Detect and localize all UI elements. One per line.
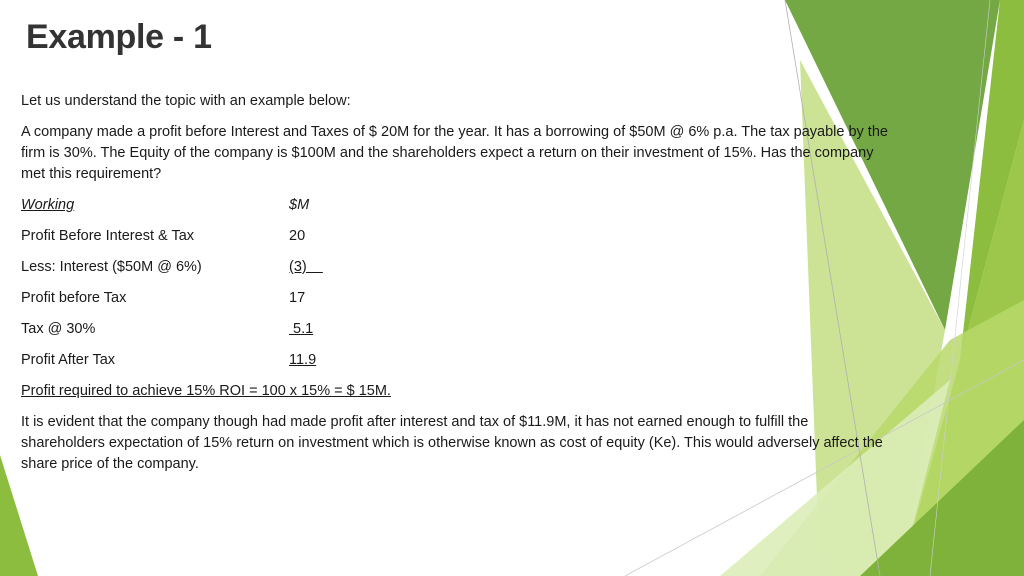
working-row-label: Less: Interest ($50M @ 6%): [21, 259, 202, 275]
intro-text: Let us understand the topic with an example below:: [21, 93, 351, 109]
slide-title: Example - 1: [26, 18, 212, 56]
working-row-label: Profit before Tax: [21, 290, 127, 306]
working-row-label: Tax @ 30%: [21, 321, 96, 337]
working-row-value: 17: [289, 290, 306, 306]
working-row-interest: [21, 257, 891, 278]
problem-text: A company made a profit before Interest and Taxes of $ 20M for the year. It has a borrowing of $50M @ 6% p.a. The tax payable by the firm is 30%. The Equity of the company is $100M and the shareholders expect a return on their investment of 15%. Has the company met this requirement?: [21, 124, 888, 182]
working-row-value: 11.9: [289, 352, 317, 368]
slide-content: [21, 91, 891, 485]
working-header-row: [21, 195, 891, 216]
working-row-value: 5.1: [289, 321, 314, 337]
roi-requirement-text: Profit required to achieve 15% ROI = 100 x 15% = $ 15M.: [21, 383, 391, 399]
working-row-pat: [21, 350, 891, 371]
working-row-pbit: [21, 226, 891, 247]
working-row-label: Profit Before Interest & Tax: [21, 228, 195, 244]
working-header-unit: $M: [289, 197, 310, 213]
working-row-value: 20: [289, 228, 306, 244]
working-row-pbt: [21, 288, 891, 309]
working-row-tax: [21, 319, 891, 340]
conclusion-text: It is evident that the company though had made profit after interest and tax of $11.9M, it has not earned enough to fulfill the shareholders expectation of 15% return on investment which is otherwise known as cost of equity (Ke). This would adversely affect the share price of the company.: [21, 414, 883, 472]
working-header-label: Working: [21, 197, 75, 213]
working-row-value: (3): [289, 259, 323, 275]
working-row-label: Profit After Tax: [21, 352, 116, 368]
